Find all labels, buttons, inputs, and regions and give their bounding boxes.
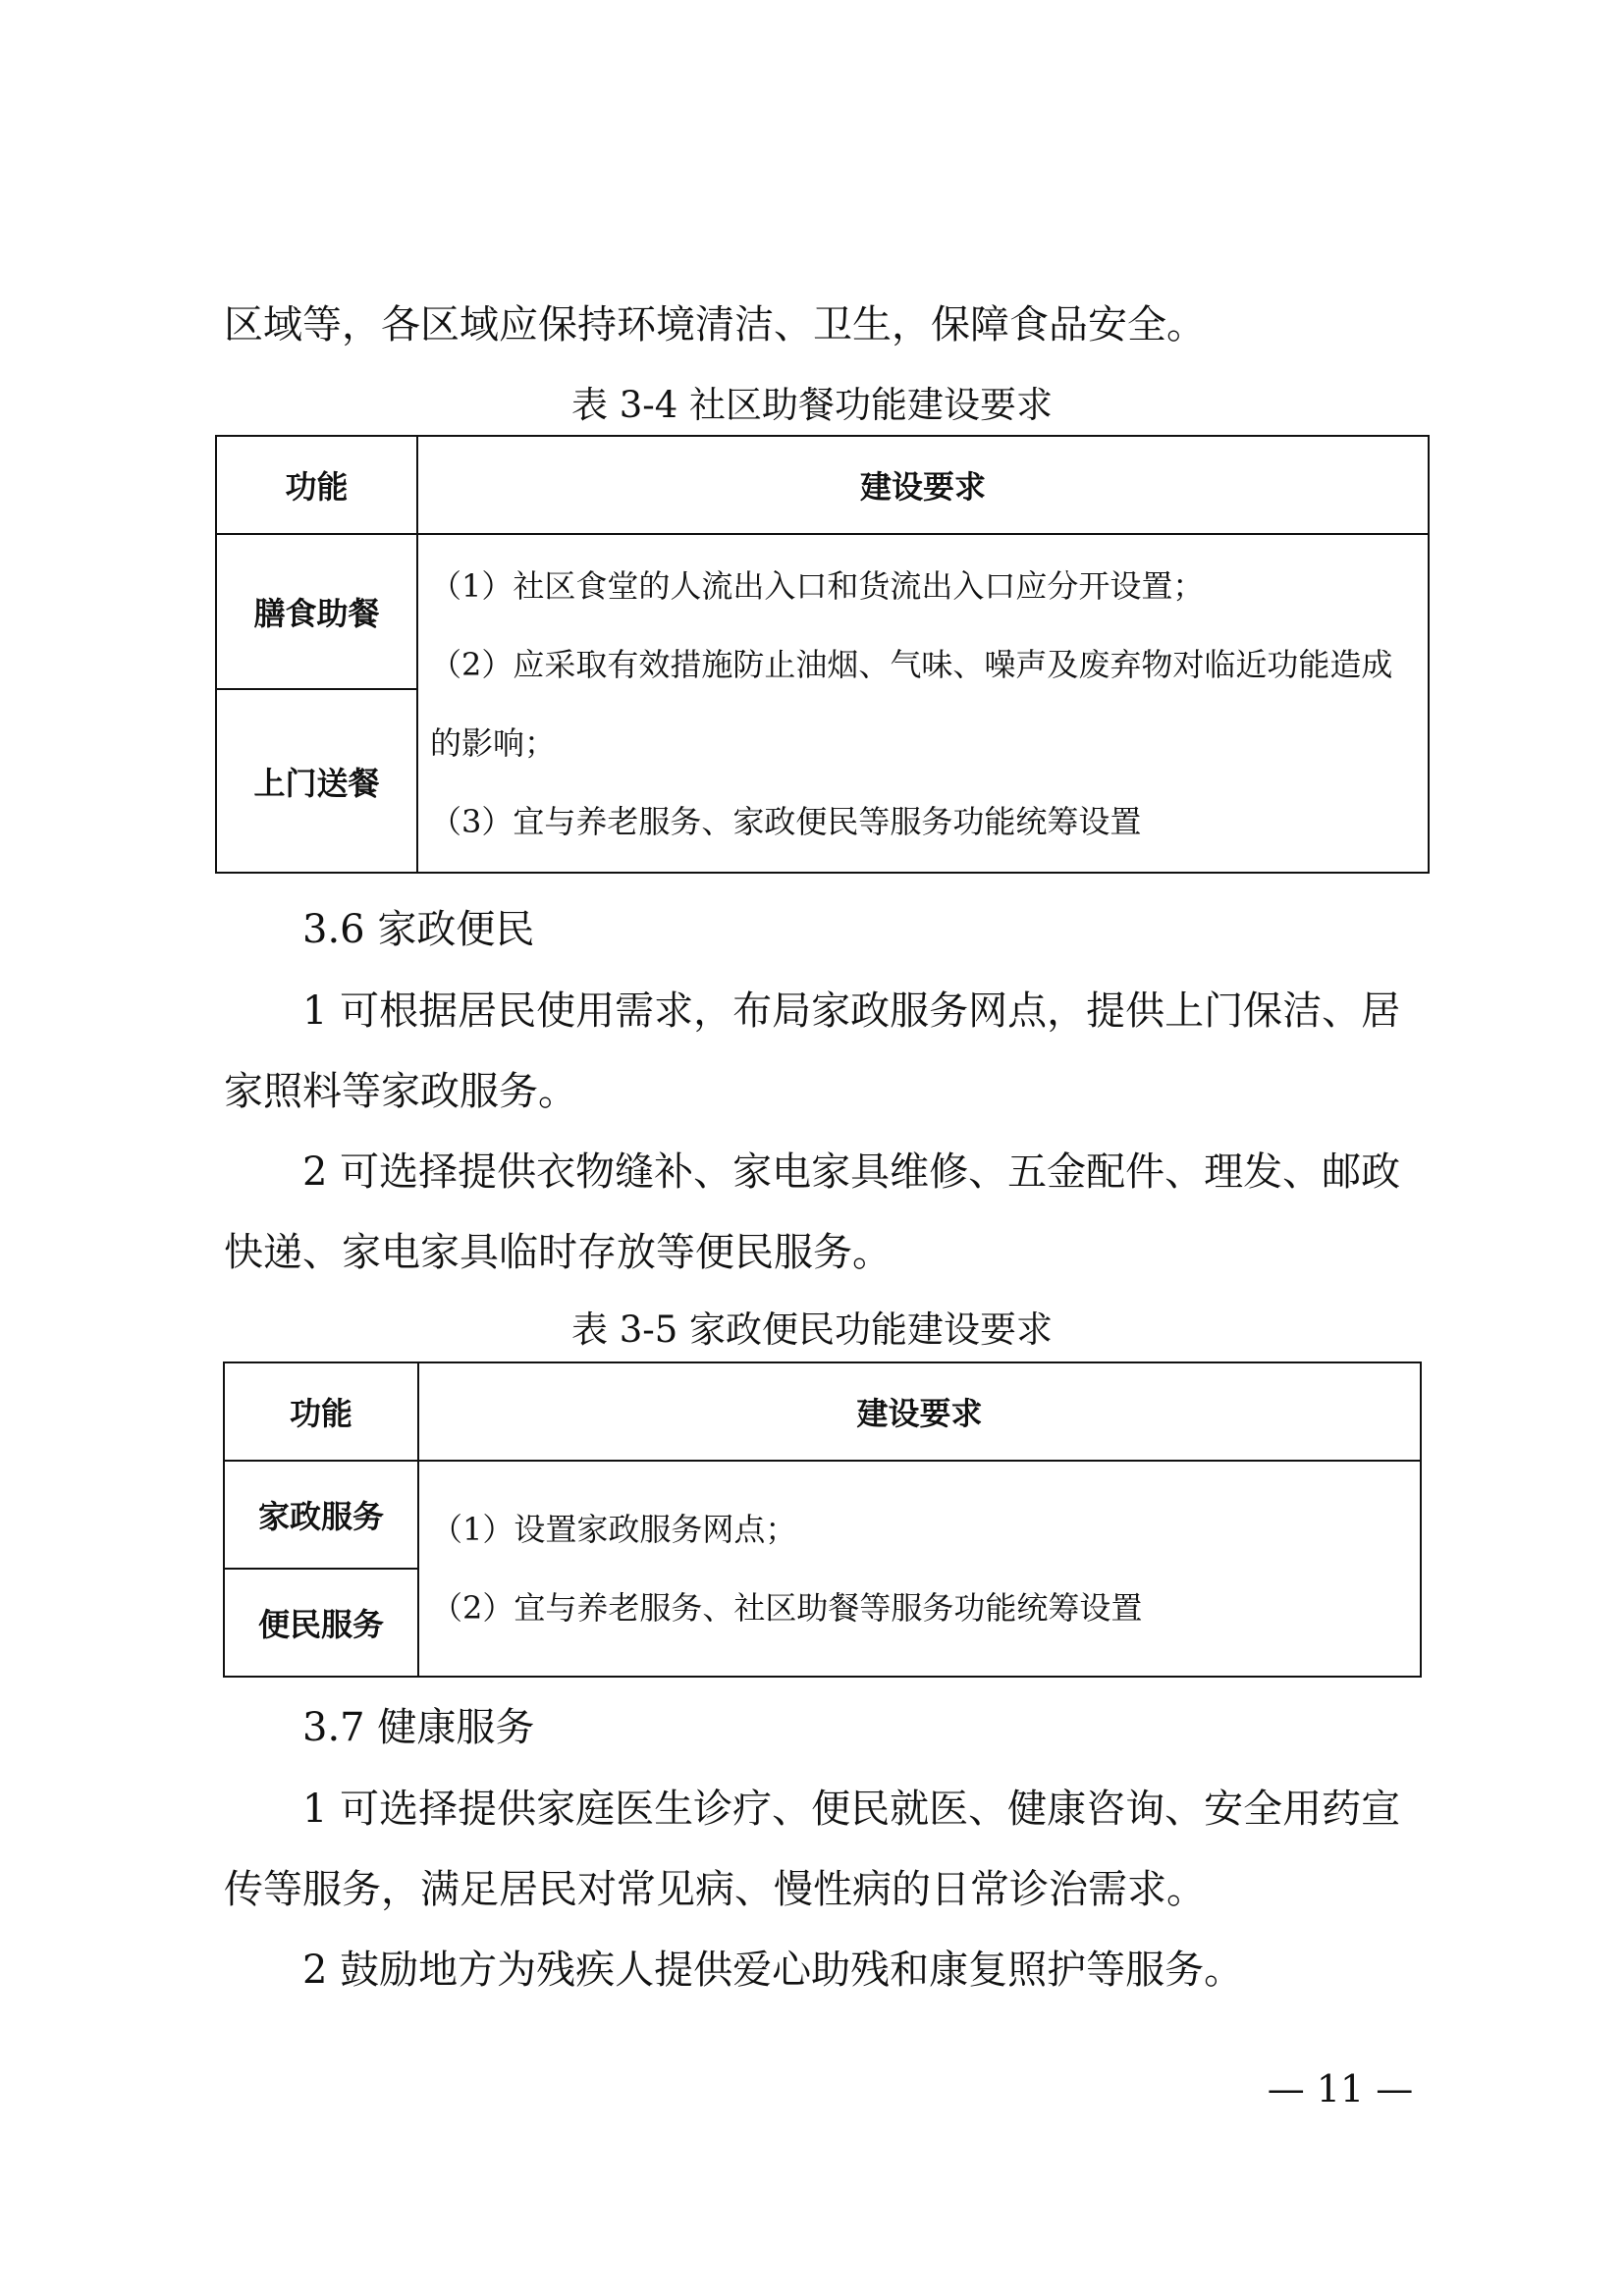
table-3-5-function-cell: 家政服务	[224, 1461, 418, 1569]
table-3-5-header-function: 功能	[224, 1362, 418, 1461]
table-3-5-header-requirements: 建设要求	[418, 1362, 1421, 1461]
table-3-4-requirements-cell	[417, 534, 1429, 873]
section-3-7-item: 1 可选择提供家庭医生诊疗、便民就医、健康咨询、安全用药宣传等服务，满足居民对常见病、慢性病的日常诊治需求。	[224, 1787, 1401, 1912]
requirement-item: （3）宜与养老服务、家政便民等服务功能统筹设置	[430, 802, 1142, 840]
table-3-4-caption: 表 3-4 社区助餐功能建设要求	[570, 384, 1054, 426]
section-3-7-item: 2 鼓励地方为残疾人提供爱心助残和康复照护等服务。	[302, 1948, 1244, 1993]
table-3-4	[215, 435, 1430, 874]
page-number: — 11 —	[1267, 2067, 1414, 2110]
table-3-4-header-requirements: 建设要求	[417, 436, 1429, 534]
intro-paragraph: 区域等，各区域应保持环境清洁、卫生，保障食品安全。	[224, 302, 1206, 347]
requirement-item: （2）应采取有效措施防止油烟、气味、噪声及废弃物对临近功能造成的影响；	[430, 645, 1393, 762]
requirement-item: （2）宜与养老服务、社区助餐等服务功能统筹设置	[431, 1589, 1143, 1627]
section-3-6-item: 2 可选择提供衣物缝补、家电家具维修、五金配件、理发、邮政快递、家电家具临时存放等便民服务。	[224, 1149, 1401, 1275]
table-3-4-function-cell: 膳食助餐	[216, 534, 417, 689]
section-3-6-heading: 3.6 家政便民	[302, 907, 535, 952]
section-3-6-item: 1 可根据居民使用需求，布局家政服务网点，提供上门保洁、居家照料等家政服务。	[224, 988, 1401, 1114]
table-3-5-function-cell: 便民服务	[224, 1569, 418, 1677]
table-3-4-function-cell: 上门送餐	[216, 689, 417, 873]
table-3-5-caption: 表 3-5 家政便民功能建设要求	[570, 1308, 1054, 1351]
requirement-item: （1）社区食堂的人流出入口和货流出入口应分开设置；	[430, 566, 1205, 605]
table-3-5	[223, 1362, 1422, 1678]
section-3-7-heading: 3.7 健康服务	[302, 1705, 535, 1750]
requirement-item: （1）设置家政服务网点；	[431, 1511, 797, 1548]
table-3-5-requirements-cell	[418, 1461, 1421, 1677]
table-3-4-header-function: 功能	[216, 436, 417, 534]
